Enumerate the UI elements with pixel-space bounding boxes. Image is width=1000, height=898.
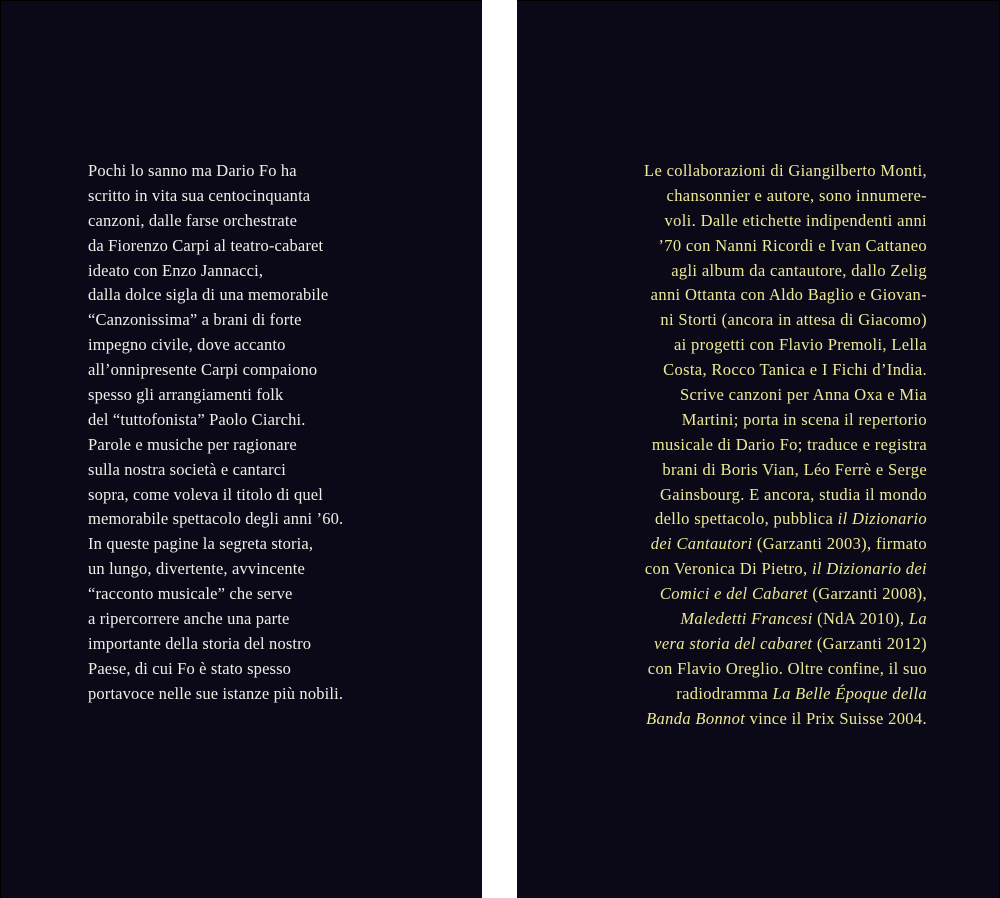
- text-line: [614, 209, 927, 234]
- text-run: ai progetti con Flavio Premoli, Lella: [673, 335, 927, 355]
- text-line: un lungo, divertente, avvincente: [88, 559, 305, 579]
- text-line: [614, 283, 927, 308]
- text-line: [614, 184, 927, 209]
- text-line: sulla nostra società e cantarci: [88, 459, 286, 479]
- text-line: [614, 234, 927, 259]
- text-run: dello spettacolo, pubblica: [654, 509, 838, 529]
- text-line: [614, 507, 927, 532]
- text-run: anni Ottanta con Aldo Baglio e Giovan-: [650, 285, 927, 305]
- text-line: spesso gli arrangiamenti folk: [88, 385, 284, 405]
- text-line: “Canzonissima” a brani di forte: [88, 310, 302, 330]
- text-line: [614, 632, 927, 657]
- text-run: (Garzanti 2008),: [807, 584, 927, 604]
- text-run: con Veronica Di Pietro,: [644, 559, 812, 579]
- text-line: impegno civile, dove accanto: [88, 335, 286, 355]
- text-line: “racconto musicale” che serve: [88, 584, 293, 604]
- text-line: [614, 483, 927, 508]
- text-line: [614, 532, 927, 557]
- text-line: portavoce nelle sue istanze più nobili.: [88, 683, 344, 703]
- text-line: [614, 358, 927, 383]
- text-run: Martini; porta in scena il repertorio: [681, 409, 927, 429]
- book-title: La Belle Époque della: [772, 683, 927, 703]
- text-run: Le collaborazioni di Giangilberto Monti,: [644, 161, 927, 180]
- text-line: [614, 682, 927, 707]
- text-line: [614, 458, 927, 483]
- text-line: [614, 657, 927, 682]
- text-line: dalla dolce sigla di una memorabile: [88, 285, 329, 305]
- text-run: (Garzanti 2012): [812, 633, 927, 653]
- book-title: Banda Bonnot: [646, 708, 746, 728]
- text-line: [614, 308, 927, 333]
- text-line: [614, 607, 927, 632]
- text-line: [614, 707, 927, 732]
- text-line: del “tuttofonista” Paolo Ciarchi.: [88, 409, 306, 429]
- text-run: chansonnier e autore, sono innumere-: [666, 185, 927, 205]
- book-title: Comici e del Cabaret: [659, 584, 808, 604]
- text-line: [614, 383, 927, 408]
- text-line: Paese, di cui Fo è stato spesso: [88, 658, 292, 678]
- text-line: sopra, come voleva il titolo di quel: [88, 484, 323, 504]
- text-run: ni Storti (ancora in attesa di Giacomo): [660, 310, 927, 330]
- text-run: Costa, Rocco Tanica e I Fichi d’India.: [663, 360, 927, 380]
- text-run: con Flavio Oreglio. Oltre confine, il suo: [647, 658, 927, 678]
- text-line: scritto in vita sua centocinquanta: [88, 185, 311, 205]
- text-line: a ripercorrere anche una parte: [88, 609, 290, 629]
- text-line: importante della storia del nostro: [88, 633, 312, 653]
- text-run: ’70 con Nanni Ricordi e Ivan Cattaneo: [658, 235, 927, 255]
- text-line: [614, 557, 927, 582]
- text-run: agli album da cantautore, dallo Zelig: [671, 260, 927, 280]
- text-line: [614, 159, 927, 184]
- text-run: (Garzanti 2003), firmato: [752, 534, 927, 554]
- text-line: all’onnipresente Carpi compaiono: [88, 360, 318, 380]
- book-title: La: [908, 609, 927, 629]
- text-run: voli. Dalle etichette indipendenti anni: [664, 210, 927, 230]
- text-line: canzoni, dalle farse orchestrate: [88, 210, 298, 230]
- book-title: vera storia del cabaret: [654, 633, 813, 653]
- text-line: da Fiorenzo Carpi al teatro-cabaret: [88, 235, 324, 255]
- text-line: In queste pagine la segreta storia,: [88, 534, 314, 554]
- text-line: [614, 333, 927, 358]
- text-line: ideato con Enzo Jannacci,: [88, 260, 264, 280]
- text-line: [614, 582, 927, 607]
- text-line: Pochi lo sanno ma Dario Fo ha: [88, 161, 297, 180]
- text-run: Scrive canzoni per Anna Oxa e Mia: [679, 385, 927, 405]
- text-line: [614, 408, 927, 433]
- right-text-block: [614, 159, 927, 731]
- book-title: Maledetti Francesi: [680, 609, 813, 629]
- text-line: [614, 433, 927, 458]
- text-run: musicale di Dario Fo; traduce e registra: [651, 434, 927, 454]
- book-title: il Dizionario dei: [811, 559, 927, 579]
- text-run: (NdA 2010),: [812, 609, 909, 629]
- text-line: Parole e musiche per ragionare: [88, 434, 297, 454]
- text-run: vince il Prix Suisse 2004.: [745, 708, 927, 728]
- text-run: Gainsbourg. E ancora, studia il mondo: [660, 484, 927, 504]
- text-run: brani di Boris Vian, Léo Ferrè e Serge: [662, 459, 927, 479]
- text-line: [614, 259, 927, 284]
- text-run: radiodramma: [676, 683, 773, 703]
- center-gutter: [482, 0, 517, 898]
- text-line: memorabile spettacolo degli anni ’60.: [88, 509, 344, 529]
- left-text-block: [88, 159, 418, 707]
- book-title: il Dizionario: [837, 509, 927, 529]
- book-title: dei Cantautori: [650, 534, 753, 554]
